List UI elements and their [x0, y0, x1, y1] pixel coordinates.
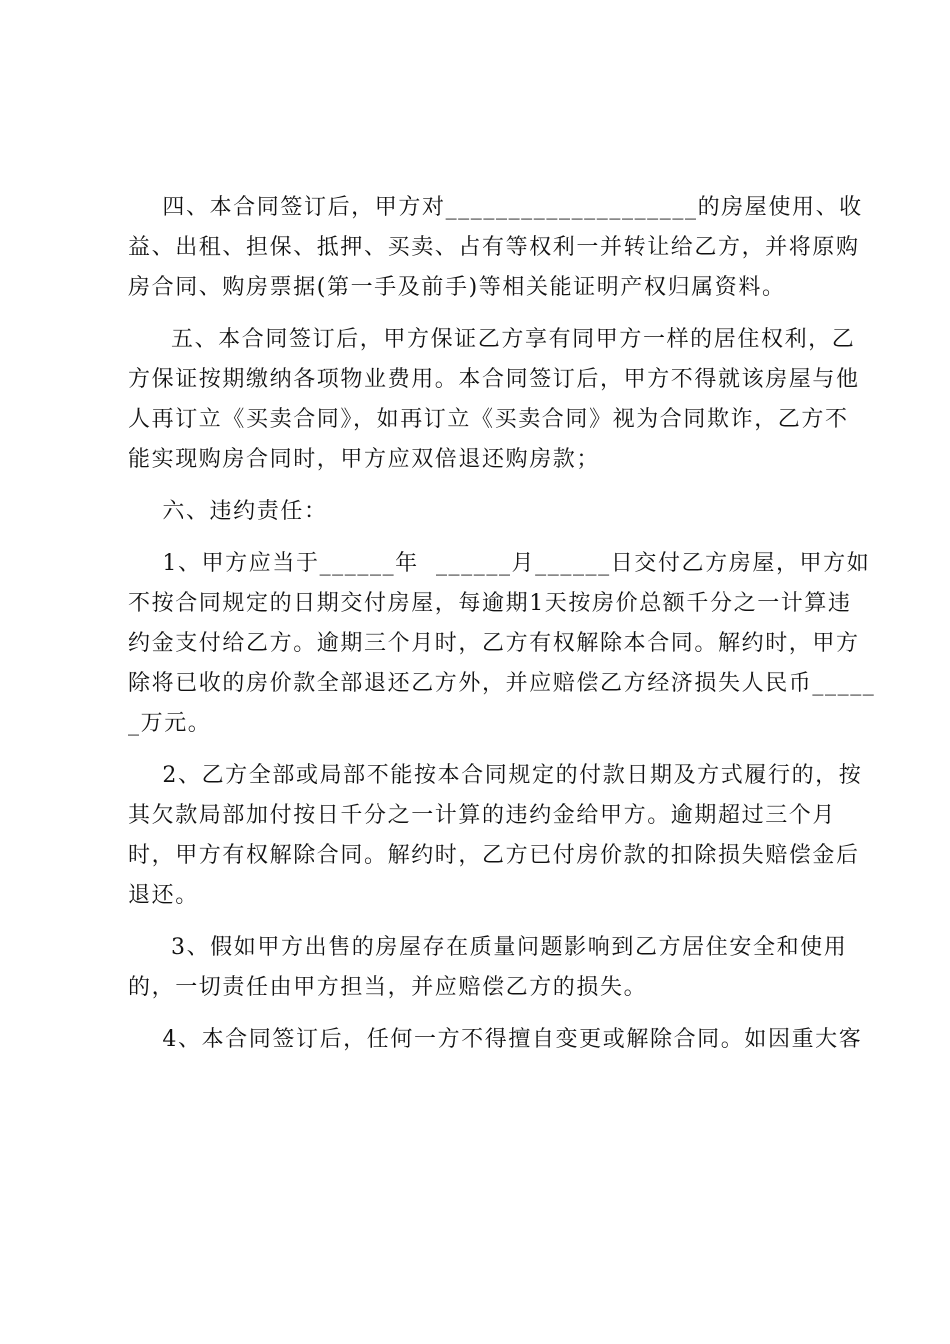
section-heading: 六、违约责任： [128, 499, 328, 524]
text-line: 人再订立《买卖合同》，如再订立《买卖合同》视为合同欺诈，乙方不 [128, 407, 849, 432]
contract-text [128, 188, 876, 1060]
text-line: 2、乙方全部或局部不能按本合同规定的付款日期及方式履行的，按 [128, 763, 863, 788]
text-line: _万元。 [128, 711, 212, 736]
text-line: 不按合同规定的日期交付房屋，每逾期1天按房价总额千分之一计算违 [128, 591, 852, 616]
text-line: 四、本合同签订后，甲方对____________________的房屋使用、收 [128, 195, 863, 220]
text-line: 方保证按期缴纳各项物业费用。本合同签订后，甲方不得就该房屋与他 [128, 367, 860, 392]
text-line: 4、本合同签订后，任何一方不得擅自变更或解除合同。如因重大客 [128, 1027, 863, 1052]
text-line: 的，一切责任由甲方担当，并应赔偿乙方的损失。 [128, 975, 648, 1000]
text-line: 1、甲方应当于______年 ______月______日交付乙方房屋，甲方如 [128, 551, 871, 576]
text-line: 房合同、购房票据(第一手及前手)等相关能证明产权归属资料。 [128, 275, 786, 300]
text-line: 时，甲方有权解除合同。解约时，乙方已付房价款的扣除损失赔偿金后 [128, 843, 860, 868]
text-line: 退还。 [128, 883, 199, 908]
text-line: 3、假如甲方出售的房屋存在质量问题影响到乙方居住安全和使用 [128, 935, 848, 960]
text-line: 能实现购房合同时，甲方应双倍退还购房款； [128, 447, 601, 472]
text-line: 益、出租、担保、抵押、买卖、占有等权利一并转让给乙方，并将原购 [128, 235, 860, 260]
text-line: 其欠款局部加付按日千分之一计算的违约金给甲方。逾期超过三个月 [128, 803, 837, 828]
text-line: 约金支付给乙方。逾期三个月时，乙方有权解除本合同。解约时，甲方 [128, 631, 860, 656]
text-line: 五、本合同签订后，甲方保证乙方享有同甲方一样的居住权利，乙 [128, 327, 856, 352]
text-line: 除将已收的房价款全部退还乙方外，并应赔偿乙方经济损失人民币_____ [128, 671, 876, 696]
